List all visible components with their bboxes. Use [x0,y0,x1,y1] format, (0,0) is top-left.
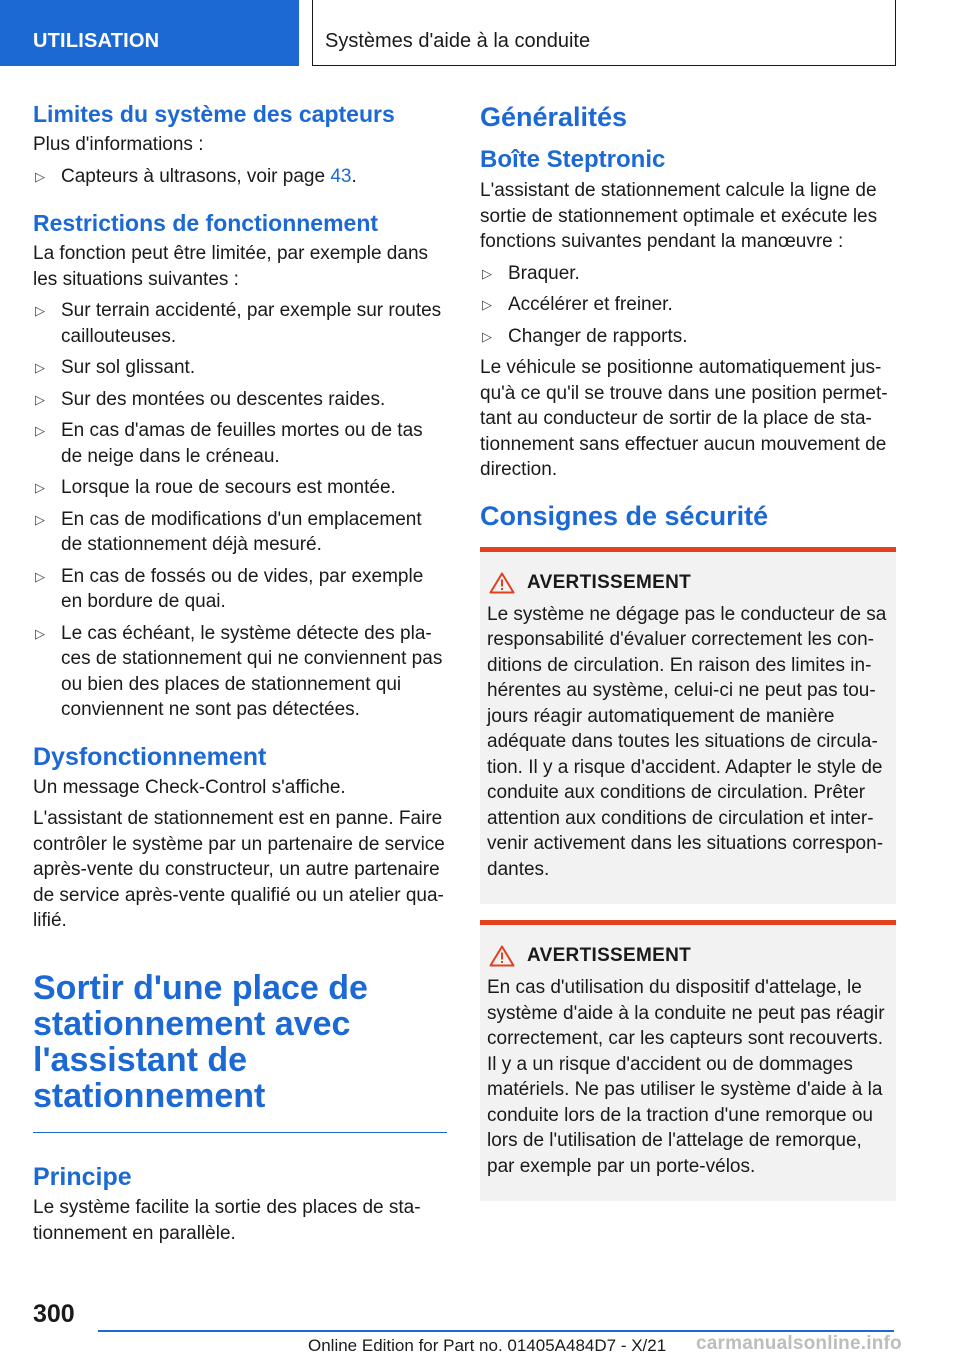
list-item-text: Sur sol glissant. [61,357,196,378]
restrictions-list [33,298,447,723]
list-item [33,507,447,558]
list-item-text: Accélérer et freiner. [508,294,673,315]
section-divider [33,1132,447,1134]
warning-header [487,572,888,594]
list-item [33,387,447,413]
list-item [33,564,447,615]
triangle-bullet-icon: ▷ [482,297,492,312]
restrictions-intro: La fonction peut être limitée, par exemple dans les situations suivantes : [33,243,429,290]
triangle-bullet-icon: ▷ [482,265,492,281]
left-column [33,100,447,1252]
list-item [33,164,447,190]
warning-box [480,920,896,1201]
list-item [480,261,896,287]
limits-intro: Plus d'informations : [33,134,204,155]
warning-header [487,945,888,967]
malfunction-heading: Dysfonctionnement [33,742,267,771]
right-column [480,100,896,1213]
list-item [33,621,447,723]
general-heading: Généralités [480,102,628,132]
steptronic-text-2: Le véhicule se positionne automatiquement jus-qu'à ce qu'il se trouve dans une position permet-tant au conducteur de sortir de la place de sta-tionnement sans effectuer aucun mouvement de direction. [480,357,888,480]
principle-heading: Principe [33,1163,132,1191]
section-tab [0,0,299,66]
list-item [33,418,447,469]
principle-text: Le système facilite la sortie des places de sta-tionnement en parallèle. [33,1197,421,1244]
warning-title: AVERTISSEMENT [527,945,692,966]
list-item-text: Sur terrain accidenté, par exemple sur routes caillouteuses. [61,300,442,347]
triangle-bullet-icon: ▷ [35,625,45,641]
chapter-box [312,0,896,66]
triangle-bullet-icon: ▷ [482,328,492,344]
warning-text: En cas d'utilisation du dispositif d'attelage, le système d'aide à la conduite ne peut pas réagir correctement, car les capteurs sont recouverts. Il y a un risque d'accident ou de dommages matériels. Ne pas utiliser le système d'aide à la conduite lors de la traction d'une remorque ou lors de l'utilisation de l'attelage de remorque, par exemple par un porte-vélos. [487,977,885,1177]
list-item-text: Le cas échéant, le système détecte des pla-ces de stationnement qui ne conviennent pas ou bien des places de stationnement qui conviennent ne sont pas détectées. [61,622,443,720]
malfunction-text-2: L'assistant de stationnement est en panne. Faire contrôler le système par un partenaire de service après-vente du constructeur, un autre partenaire de service après-vente qualifié ou un atelier qua-lifié. [33,808,445,931]
section-title: UTILISATION [33,30,160,52]
list-item-text: Lorsque la roue de secours est montée. [61,477,396,498]
list-item [480,324,896,350]
footer-edition: Online Edition for Part no. 01405A484D7 - X/21 [308,1336,667,1355]
triangle-bullet-icon: ▷ [35,303,45,318]
triangle-bullet-icon: ▷ [35,423,45,438]
triangle-bullet-icon: ▷ [35,568,45,584]
warning-triangle-icon [489,945,515,967]
restrictions-heading: Restrictions de fonctionnement [33,210,379,236]
steptronic-heading: Boîte Steptronic [480,146,666,173]
chapter-title: Systèmes d'aide à la conduite [325,30,591,52]
list-item-text: En cas d'amas de feuilles mortes ou de tas de neige dans le créneau. [61,420,423,467]
warning-triangle-icon [489,572,515,594]
warning-title: AVERTISSEMENT [527,571,692,593]
limits-item-text: Capteurs à ultrasons, voir page [61,165,331,187]
page-reference-link[interactable]: 43 [330,165,352,187]
list-item [33,298,447,349]
triangle-bullet-icon: ▷ [35,168,45,184]
footer-divider [98,1330,894,1332]
list-item-text: Sur des montées ou descentes raides. [61,388,386,410]
list-item [33,475,447,501]
triangle-bullet-icon: ▷ [35,360,45,375]
warning-text: Le système ne dégage pas le conducteur de sa responsabilité d'évaluer correctement les con-ditions de circulation. En raison des limites in-hérentes au système, celui-ci ne peut pas tou-jours réagir automatiquement de manière adéquate dans toutes les situations de circula-tion. Il y a risque d'accident. Adapter le style de conduite aux conditions de circulation. Prêter attention aux conditions de circulation et inter-venir activement dans les situations correspon-dantes. [487,603,887,880]
page-header [0,0,960,66]
steptronic-intro: L'assistant de stationnement calcule la ligne de sortie de stationnement optimale et exécute les fonctions suivantes pendant la manœuvre : [480,180,878,252]
list-item-text: En cas de modifications d'un emplacement de stationnement déjà mesuré. [61,508,422,555]
warning-box [480,547,896,905]
page-number: 300 [33,1300,75,1328]
limits-list [33,164,447,190]
list-item-text: En cas de fossés ou de vides, par exemple en bordure de quai. [61,565,424,612]
limits-heading: Limites du système des capteurs [33,101,395,127]
triangle-bullet-icon: ▷ [35,511,45,527]
list-item [33,355,447,381]
list-item-text: Braquer. [508,262,580,284]
triangle-bullet-icon: ▷ [35,480,45,495]
triangle-bullet-icon: ▷ [35,391,45,407]
list-item-text: Changer de rapports. [508,325,688,347]
safety-heading: Consignes de sécurité [480,500,769,531]
malfunction-text-1: Un message Check-Control s'affiche. [33,776,346,798]
watermark: carmanualsonline.info [696,1333,902,1354]
exit-section-title: Sortir d'une place de stationnement avec l'assistant de stationnement [33,968,368,1115]
steptronic-list [480,261,896,350]
list-item [480,292,896,318]
limits-item-end: . [351,165,357,187]
